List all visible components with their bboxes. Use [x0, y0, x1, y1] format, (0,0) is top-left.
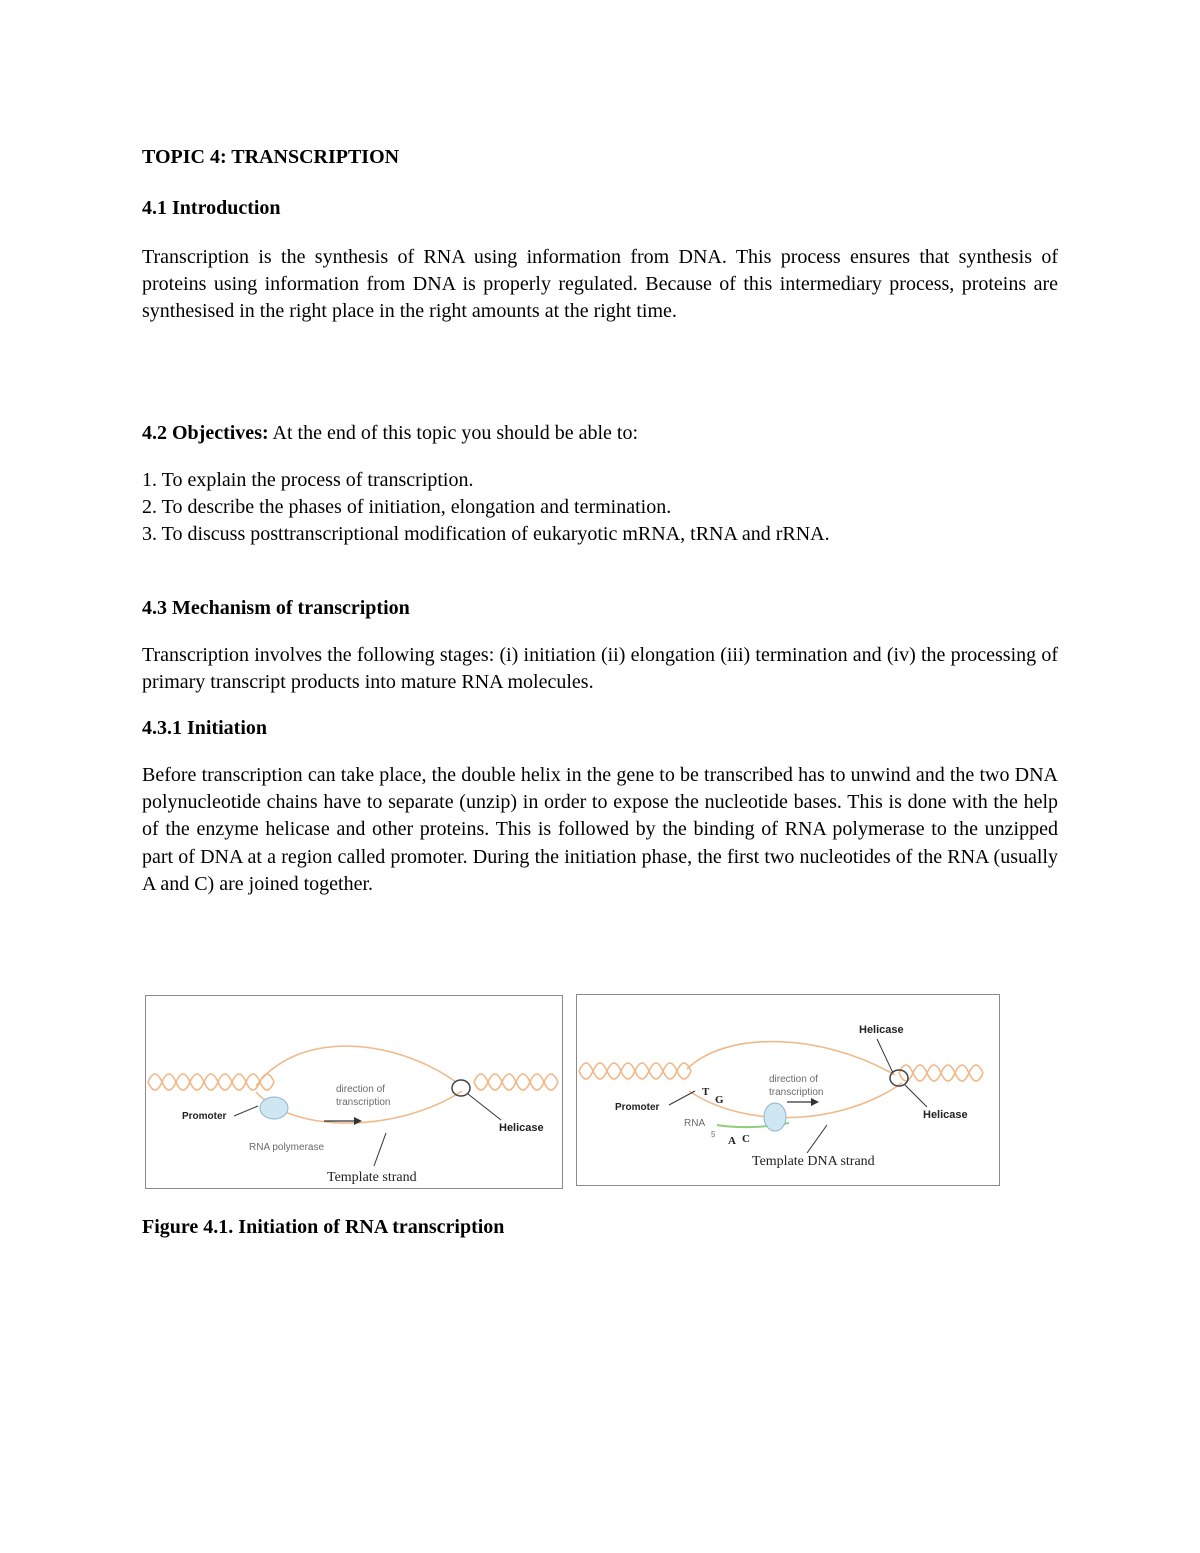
initiation-paragraph: Before transcription can take place, the double helix in the gene to be transcribed has to unwind and the two DNA polynucleotide chains have to separate (unzip) in order to expose the nucleotide bases. This is done with the help of the enzyme helicase and other proteins. This is followed by the binding of RNA polymerase to the unzipped part of DNA at a region called promoter. During the initiation phase, the first two nucleotides of the RNA (usually A and C) are joined together. [142, 764, 1058, 895]
rna-label: RNA [684, 1118, 706, 1129]
base-a-label: A [728, 1135, 736, 1147]
helicase-top-label: Helicase [859, 1024, 904, 1036]
five-prime-label: 5 [711, 1130, 716, 1139]
direction-label-right-2: transcription [769, 1087, 824, 1098]
transcription-diagram-right [577, 995, 998, 1184]
rna-polymerase-shape [260, 1097, 288, 1119]
template-pointer [374, 1133, 386, 1166]
helicase-right-pointer [905, 1085, 927, 1107]
template-strand-label: Template strand [327, 1170, 417, 1185]
template-pointer-right [807, 1125, 827, 1153]
objective-item-3: 3. To discuss posttranscriptional modification of eukaryotic mRNA, tRNA and rRNA. [142, 523, 830, 545]
direction-label-2: transcription [336, 1097, 391, 1108]
helicase-pointer [468, 1094, 501, 1120]
figure-panel-right [576, 994, 1000, 1186]
intro-heading: 4.1 Introduction [142, 197, 281, 219]
helicase-top-pointer [877, 1039, 893, 1073]
promoter-label: Promoter [182, 1111, 227, 1122]
objective-item-1: 1. To explain the process of transcription. [142, 469, 474, 491]
helicase-ring [452, 1080, 470, 1096]
direction-arrowhead [354, 1117, 362, 1125]
rna-polymerase-shape-right [764, 1103, 786, 1131]
objectives-lead: At the end of this topic you should be able to: [268, 422, 639, 444]
promoter-label-right: Promoter [615, 1102, 660, 1113]
objectives-heading: 4.2 Objectives: [142, 422, 269, 444]
initiation-heading: 4.3.1 Initiation [142, 717, 268, 739]
helicase-right-label: Helicase [923, 1109, 968, 1121]
topic-title: TOPIC 4: TRANSCRIPTION [142, 146, 400, 168]
direction-label-1: direction of [336, 1084, 385, 1095]
transcription-diagram-left [146, 996, 561, 1187]
base-g-label: G [715, 1094, 724, 1106]
rna-polymerase-label: RNA polymerase [249, 1142, 325, 1153]
objective-item-2: 2. To describe the phases of initiation, elongation and termination. [142, 496, 672, 518]
promoter-pointer-right [669, 1091, 695, 1105]
objectives-line [142, 421, 638, 445]
figure-panel-left [145, 995, 563, 1189]
promoter-pointer [234, 1106, 258, 1116]
mechanism-paragraph: Transcription involves the following stages: (i) initiation (ii) elongation (iii) termination and (iv) the processing of primary transcript products into mature RNA molecules. [142, 644, 1058, 694]
base-c-label: C [742, 1133, 750, 1145]
template-dna-strand-label: Template DNA strand [752, 1154, 875, 1169]
figure-caption: Figure 4.1. Initiation of RNA transcription [142, 1216, 505, 1238]
helicase-label: Helicase [499, 1122, 544, 1134]
intro-paragraph: Transcription is the synthesis of RNA using information from DNA. This process ensures that synthesis of proteins using information from DNA is properly regulated. Because of this intermediary process, proteins are synthesised in the right place in the right amounts at the right time. [142, 246, 1058, 323]
direction-label-right-1: direction of [769, 1074, 818, 1085]
base-t-label: T [702, 1086, 710, 1098]
mechanism-heading: 4.3 Mechanism of transcription [142, 597, 410, 619]
direction-arrowhead-right [811, 1098, 819, 1106]
